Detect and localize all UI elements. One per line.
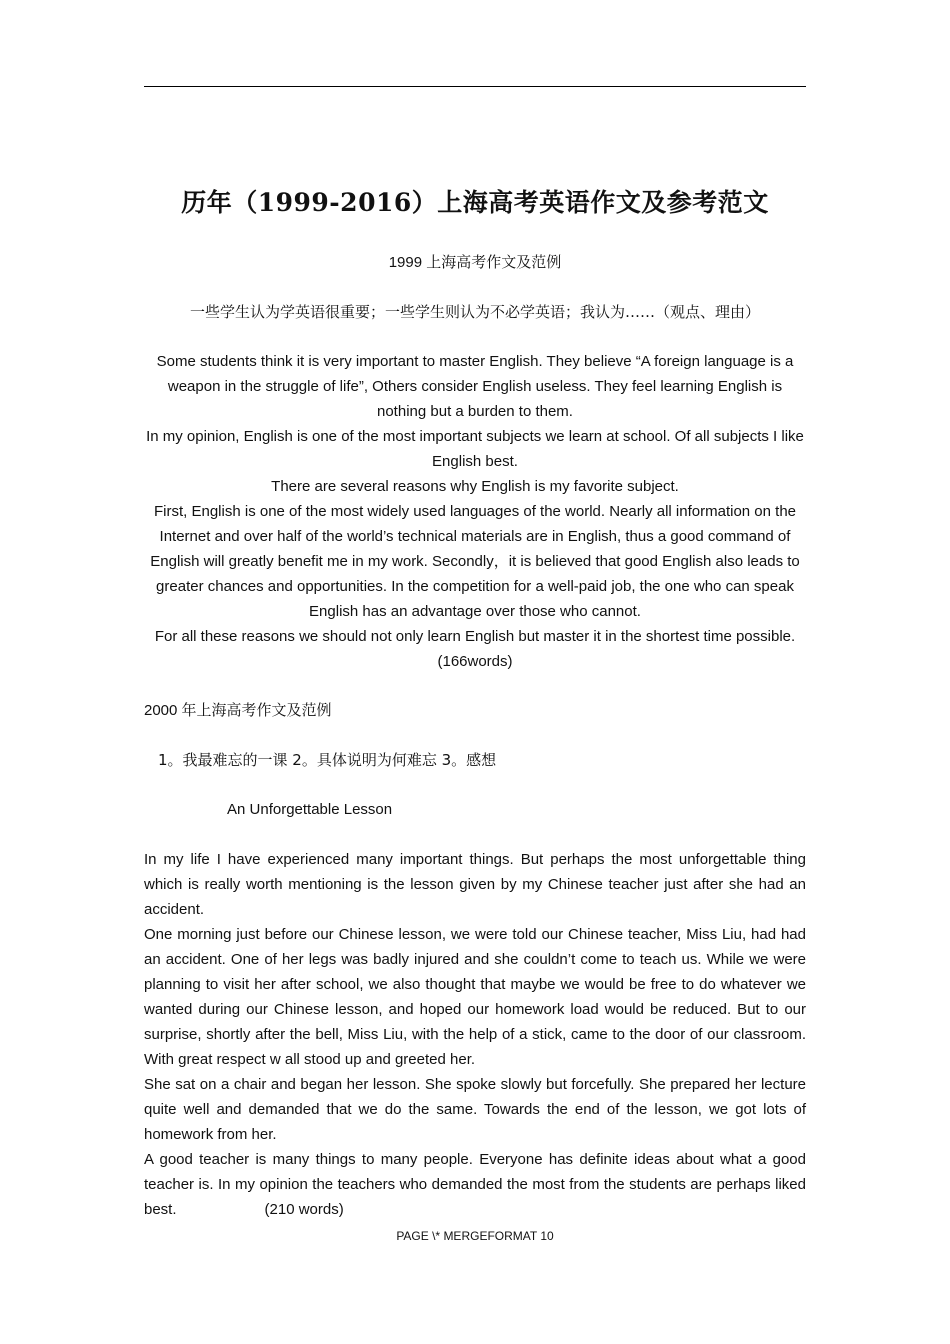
essay-paragraph-text: A good teacher is many things to many people. Everyone has definite ideas about what a good teacher is. In my opinion the teachers who demanded the most from the students are perhaps liked best.: [144, 1151, 806, 1218]
section-1999-essay: [144, 349, 806, 674]
section-1999-heading: [144, 250, 806, 275]
essay-paragraph: In my life I have experienced many important things. But perhaps the most unforgettable thing which is really worth mentioning is the lesson given by my Chinese teacher just after she had an accident.: [144, 851, 806, 918]
essay-paragraph: [144, 1147, 806, 1222]
page-footer: PAGE \* MERGEFORMAT 10: [396, 1229, 554, 1243]
section-2000-essay: [144, 847, 806, 1222]
section-1999-prompt: 一些学生认为学英语很重要；一些学生则认为不必学英语；我认为……（观点、理由）: [189, 303, 760, 321]
essay-paragraph: She sat on a chair and began her lesson. She spoke slowly but forcefully. She prepared her lecture quite well and demanded that we do the same. Towards the end of the lesson, we got lots of homework from her.: [144, 1076, 806, 1143]
essay-title: An Unforgettable Lesson: [227, 801, 393, 818]
section-1999-heading-text: 1999 上海高考作文及范例: [388, 254, 562, 271]
essay-paragraph: Some students think it is very important to master English. They believe “A foreign language is a weapon in the struggle of life”, Others consider English useless. They feel learning English is nothing but a burden to them.: [156, 353, 794, 420]
essay-paragraph: In my opinion, English is one of the most important subjects we learn at school. Of all subjects I like English best.: [146, 428, 804, 470]
document-title: 历年（1999-2016）上海高考英语作文及参考范文: [181, 188, 769, 217]
section-2000-heading: 2000 年上海高考作文及范例: [144, 702, 332, 719]
essay-paragraph: One morning just before our Chinese lesson, we were told our Chinese teacher, Miss Liu, had had an accident. One of her legs was badly injured and she couldn’t come to teach us. While we were planning to visit her after school, we also thought that maybe we would be free to do whatever we wanted during our Chinese lesson, and hoped our homework load would be reduced. But to our surprise, shortly after the bell, Miss Liu, with the help of a stick, came to the door of our classroom. With great respect w all stood up and greeted her.: [144, 926, 806, 1068]
essay-paragraph: For all these reasons we should not only learn English but master it in the shortest time possible.: [154, 628, 796, 645]
word-count: (210 words): [264, 1201, 344, 1218]
section-2000-prompt: 1。我最难忘的一课 2。具体说明为何难忘 3。感想: [158, 751, 497, 769]
essay-paragraph: There are several reasons why English is my favorite subject.: [271, 478, 679, 495]
header-rule: [144, 86, 806, 87]
word-count: (166words): [437, 653, 513, 670]
essay-paragraph: First, English is one of the most widely used languages of the world. Nearly all information on the Internet and over half of the world’s technical materials are in English, thus a good command of English will greatly benefit me in my work. Secondly，it is believed that good English also leads to greater chances and opportunities. In the competition for a well-paid job, the one who can speak English has an advantage over those who cannot.: [150, 503, 800, 620]
